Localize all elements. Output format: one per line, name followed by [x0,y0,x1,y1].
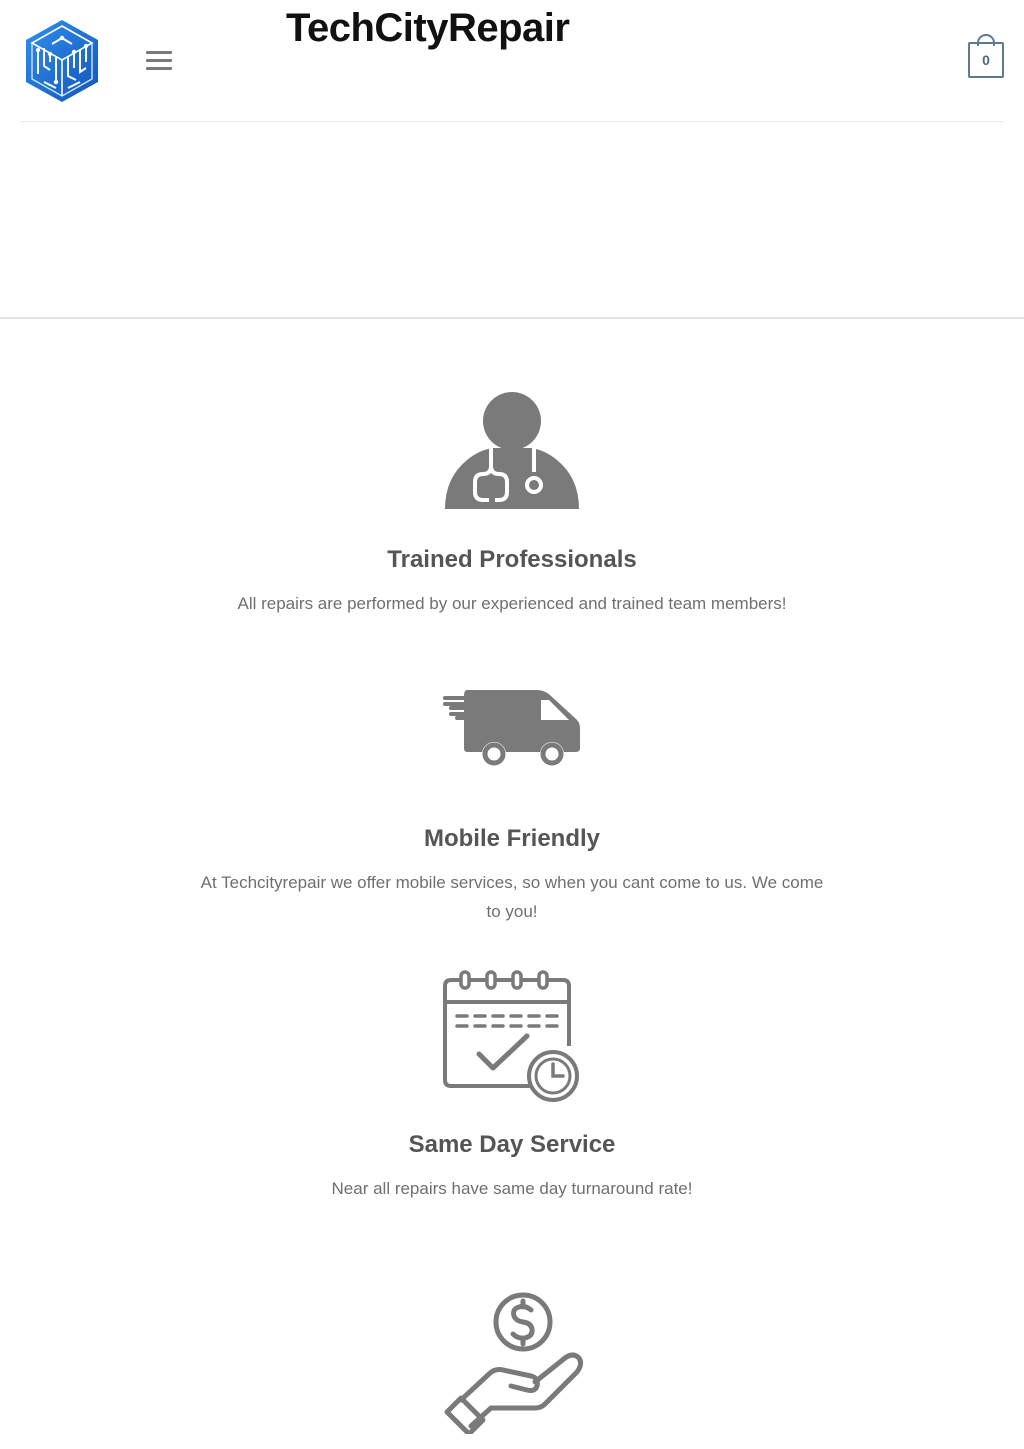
feature-description: All repairs are performed by our experienced and trained team members! [237,594,787,613]
circuit-cube-logo-icon [22,16,102,106]
banner-area [0,122,1024,317]
section-divider [0,317,1024,319]
feature-title: Mobile Friendly [423,825,600,852]
cart-button[interactable] [966,34,1006,80]
menu-bar [146,67,172,70]
feature-title: Same Day Service [408,1131,616,1158]
site-header [0,0,1024,122]
delivery-van-icon [437,686,587,772]
hand-dollar-coin-icon [437,1288,587,1434]
cart-count: 0 [968,42,1004,78]
menu-bar [146,59,172,62]
menu-bar [146,51,172,54]
feature-title: Trained Professionals [387,546,637,573]
doctor-stethoscope-icon [437,388,587,514]
site-title[interactable]: TechCityRepair [286,6,570,50]
feature-description: Near all repairs have same day turnaround rate! [331,1179,693,1198]
site-logo[interactable] [22,16,102,106]
hamburger-menu-icon[interactable] [143,47,175,75]
feature-description: At Techcityrepair we offer mobile services, so when you cant come to us. We come to you! [200,873,824,921]
calendar-check-clock-icon [437,966,587,1102]
